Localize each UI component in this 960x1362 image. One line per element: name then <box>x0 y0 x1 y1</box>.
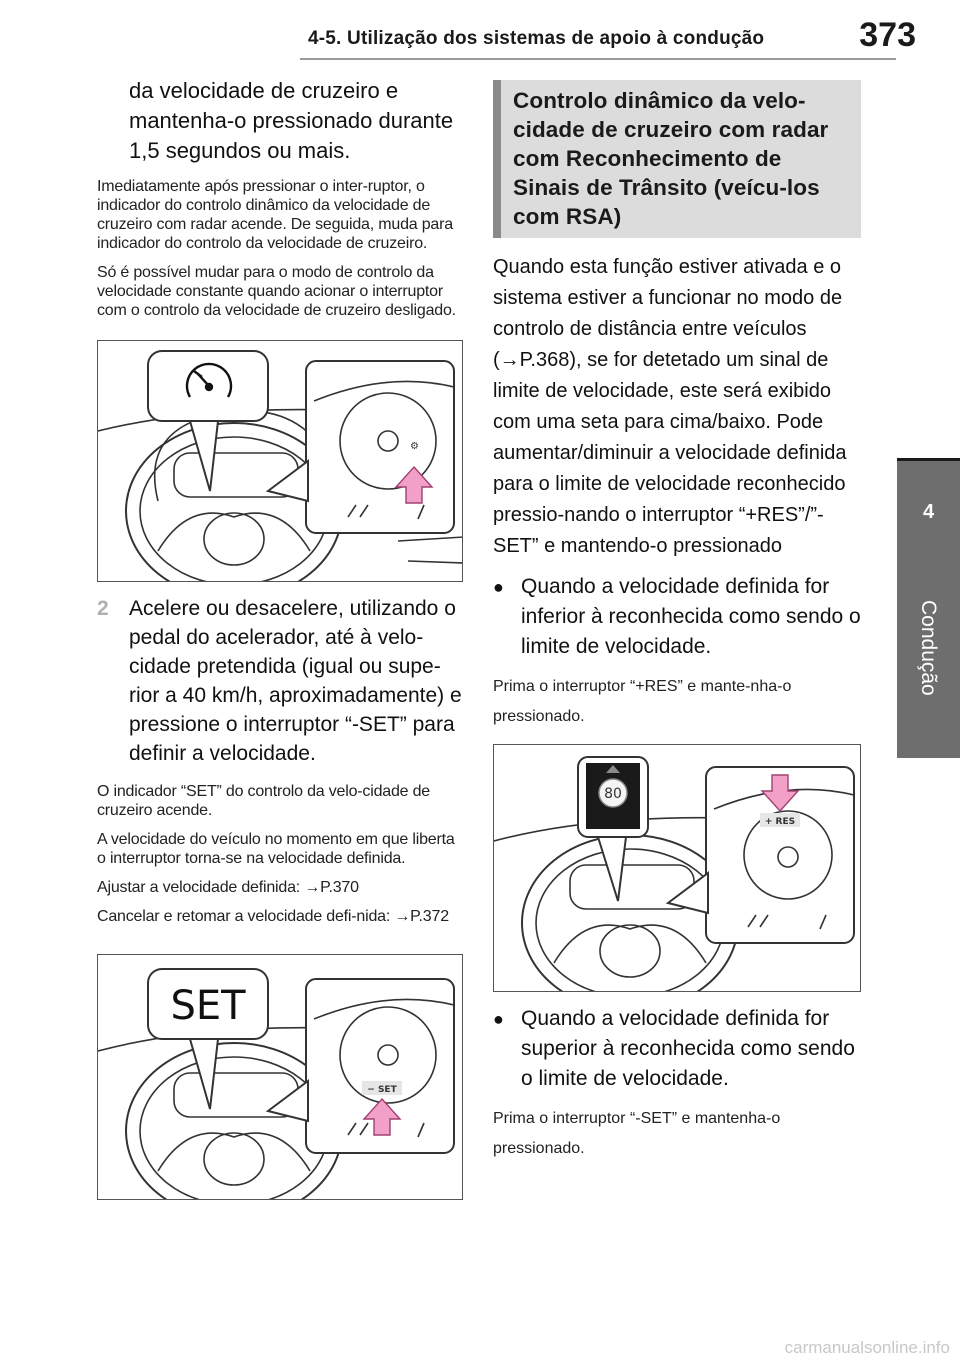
rsa-heading: Controlo dinâmico da velo-cidade de cruzeiro com radar com Reconhecimento de Sinais de Trânsito (veícu-los com RSA) <box>513 88 829 229</box>
note-constant-mode: Só é possível mudar para o modo de controlo da velocidade constante quando acionar o interruptor com o controlo da velocidade de cruzeiro desligado. <box>97 264 456 319</box>
continued-step-text: da velocidade de cruzeiro e mantenha-o pressionado durante 1,5 segundos ou mais. <box>129 78 454 163</box>
bullet-lower-speed-text: Quando a velocidade definida for inferior à reconhecida como sendo o limite de velocidade. <box>521 575 861 658</box>
note-press-set: Prima o interruptor “-SET” e mantenha-o pressionado. <box>493 1110 781 1157</box>
watermark: carmanualsonline.info <box>784 1338 950 1357</box>
figure-cruise-switch <box>97 340 463 582</box>
res-button-label: + RES <box>764 817 796 827</box>
note-set-indicator: O indicador “SET” do controlo da velo-cidade de cruzeiro acende. <box>97 783 431 819</box>
steering-wheel-illustration <box>98 341 463 582</box>
rsa-body-text: Quando esta função estiver ativada e o sistema estiver a funcionar no modo de controlo de distância entre veículos (→P.368), se for detetado um sinal de limite de velocidade, este será exibido com uma seta para cima/baixo. Pode aumentar/diminuir a velocidade definida para o limite de velocidade reconhecido pressio-nando o interruptor “+RES”/”-SET” e mantendo-o pressionado <box>493 256 847 557</box>
step-2-number: 2 <box>97 597 109 620</box>
set-button-label: − SET <box>367 1085 397 1095</box>
bullet-dot: ● <box>493 577 504 597</box>
right-column <box>493 80 861 1174</box>
page-number: 373 <box>859 16 916 54</box>
figure-set-switch <box>97 954 463 1200</box>
step-2-text: Acelere ou desacelere, utilizando o pedal do acelerador, até à velo-cidade pretendida (igual ou supe-rior a 40 km/h, aproximadamente) e pressione o interruptor “-SET” para definir a velocidade. <box>129 597 462 765</box>
chapter-number: 4 <box>922 501 935 523</box>
note-indicator: Imediatamente após pressionar o inter-ruptor, o indicador do controlo dinâmico da velocidade de cruzeiro com radar acende. De seguida, muda para indicador do controlo da velocidade de cruzeiro. <box>97 178 453 252</box>
chapter-tab[interactable] <box>897 458 960 758</box>
svg-text:⚙: ⚙ <box>410 441 419 452</box>
note-cancel-link[interactable]: Cancelar e retomar a velocidade defi-nida: →P.372 <box>97 908 449 925</box>
section-title: 4-5. Utilização dos sistemas de apoio à condução <box>308 28 765 49</box>
left-column <box>97 76 463 1200</box>
speed-limit-value: 80 <box>604 786 622 802</box>
bullet-higher-speed-text: Quando a velocidade definida for superior à reconhecida como sendo o limite de velocidade. <box>521 1007 855 1090</box>
step-2 <box>97 594 463 768</box>
header-divider <box>300 58 896 60</box>
bullet-dot: ● <box>493 1009 504 1029</box>
note-set-speed: A velocidade do veículo no momento em que liberta o interruptor torna-se na velocidade definida. <box>97 831 455 867</box>
figure-res-switch <box>493 744 861 992</box>
note-adjust-link[interactable]: Ajustar a velocidade definida: →P.370 <box>97 879 359 896</box>
note-press-res: Prima o interruptor “+RES” e mante-nha-o pressionado. <box>493 678 792 725</box>
chapter-label: Condução <box>917 600 940 696</box>
steering-wheel-res-illustration <box>494 745 861 992</box>
bullet-higher-speed <box>493 1004 861 1094</box>
set-callout-label: SET <box>170 983 246 1029</box>
steering-wheel-set-illustration <box>98 955 463 1200</box>
bullet-lower-speed <box>493 572 861 662</box>
rsa-heading-box <box>493 80 861 238</box>
